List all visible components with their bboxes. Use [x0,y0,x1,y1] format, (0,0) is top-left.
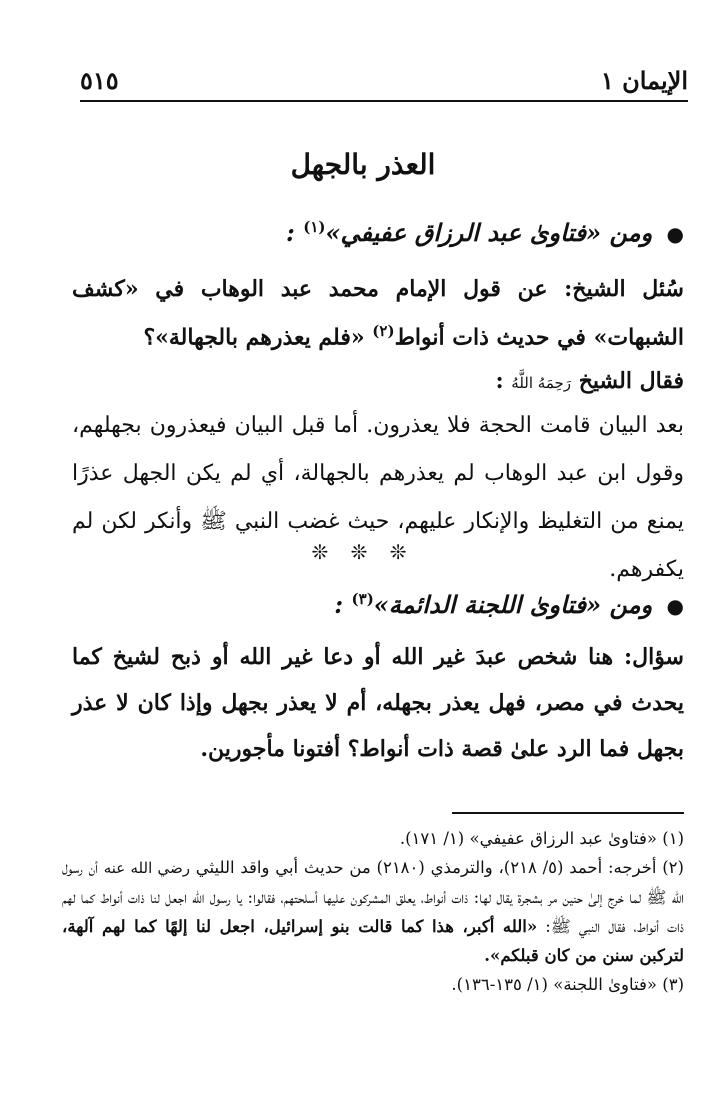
section2-question [72,634,684,772]
answer-text-2: وأنكر لكن لم يكفرهم. [72,509,684,582]
section1-source-text: ومن «فتاوىٰ عبد الرزاق عفيفي» [325,218,653,247]
footnote-ref[interactable]: (١) [303,218,326,236]
section2-source [72,590,684,619]
footnote-3: (٣) «فتاوىٰ اللجنة» (١/ ١٣٥-١٣٦). [451,975,684,994]
question-end: «فلم يعذرهم بالجهالة»؟ [143,324,365,351]
section2-colon: : [334,590,344,619]
bullet-icon: ● [666,594,684,618]
footnotes [62,824,684,999]
section1-source [72,218,684,247]
footnote-ref[interactable]: (٣) [351,590,374,608]
radi-icon: رضي الله عنه [103,859,191,877]
chapter-title: العذر بالجهل [290,148,436,181]
section-separator: ❊ ❊ ❊ [311,540,415,564]
header-title: الإيمان ١ [600,66,688,95]
question-text: سؤال: هنا شخص عبدَ غير الله أو دعا غير الله أو ذبح لشيخ كما يحدث في مصر، فهل يعذر بجهله، أم لا يعذر بجهل وإذا كان لا عذر بجهل فما الرد علىٰ قصة ذات أنواط؟ أفتونا مأجورين. [72,644,684,762]
answer-text-1: بعد البيان قامت الحجة فلا يعذرون. أما قبل البيان فيعذرون بجهلهم، وقول ابن عبد الوهاب لم يعذرهم بالجهالة، أي لم يكن الجهل عذرًا يمنع من التغليظ والإنكار عليهم، حيث غضب النبي [72,413,684,534]
section1-answer [72,402,684,594]
honorific-icon: رَحِمَهُ اللَّهُ [511,374,572,392]
answer-intro: فقال الشيخ [578,368,684,394]
salawat-icon: ﷺ [200,509,227,534]
section1-answer-intro [72,360,684,404]
answer-colon: : [495,368,504,394]
footnote-ref[interactable]: (٢) [372,322,395,340]
footnote-2: (٢) أخرجه: أحمد (٥/ ٢١٨)، والترمذي (٢١٨٠) من حديث أبي واقد الليثي رضي الله عنه أن رسول الله ﷺ لما خرج إلىٰ حنين مر بشجرة يقال لها: ذات أنواط، يعلق المشركون عليها أسلحتهم، فقالوا: يا رسول الله اجعل لنا ذات أنواط كما لهم ذات أنواط، فقال النبي ﷺ: «الله أكبر، هذا كما قالت بنو إسرائيل، اجعل لنا إلهًا كما لهم آلهة، لتركبن سنن من كان قبلكم». [62,858,685,965]
bullet-icon: ● [666,222,684,246]
question-text: سُئل الشيخ: عن قول الإمام محمد عبد الوهاب في «كشف الشبهات» في حديث ذات أنواط [72,276,684,351]
section1-colon: : [286,218,295,247]
hadith-quote: «الله أكبر، هذا كما قالت بنو إسرائيل، اجعل لنا إلهًا كما لهم آلهة، لتركبن سنن من كان قبلكم». [62,917,684,965]
running-header [80,62,688,98]
section1-question [72,268,684,358]
header-rule [80,100,688,102]
salawat-icon: ﷺ [550,917,571,936]
salawat-icon: ﷺ [646,888,667,907]
section2-source-text: ومن «فتاوىٰ اللجنة الدائمة» [373,590,653,619]
footnote-rule [452,812,684,814]
footnote-1: (١) «فتاوىٰ عبد الرزاق عفيفي» (١/ ١٧١). [399,829,684,848]
page-number: ٥١٥ [80,66,119,95]
